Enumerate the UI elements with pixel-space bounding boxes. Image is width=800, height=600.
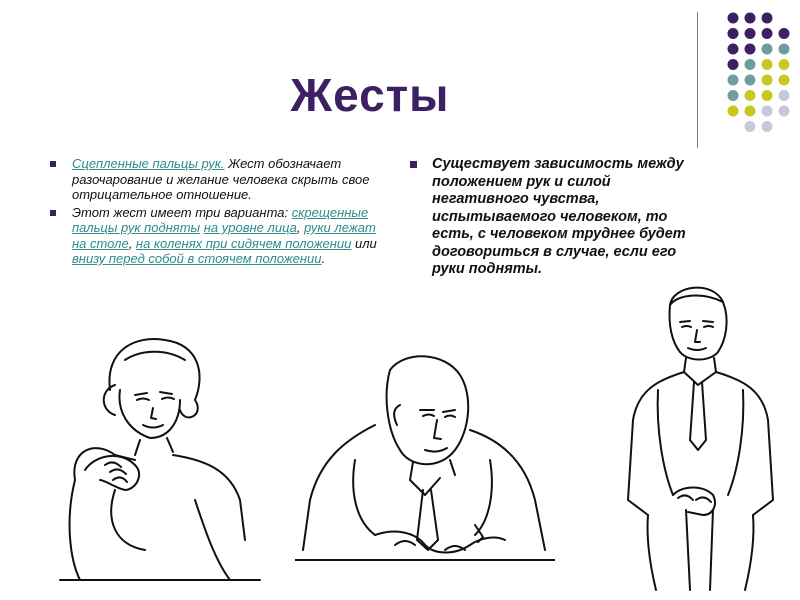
decorative-dot xyxy=(779,106,790,117)
decorative-dot xyxy=(779,44,790,55)
decorative-dot xyxy=(745,28,756,39)
woman-hands-raised-illustration xyxy=(55,330,265,595)
decorative-dot xyxy=(762,90,773,101)
bullet-item-right xyxy=(410,156,700,279)
link-face-level[interactable]: на уровне лица xyxy=(203,220,297,235)
decorative-dot xyxy=(745,13,756,24)
decorative-dot xyxy=(745,90,756,101)
decorative-dot xyxy=(762,59,773,70)
bullet-item-2 xyxy=(50,205,385,267)
bullet-text: . xyxy=(321,251,326,266)
bullet-text: или xyxy=(351,235,377,251)
left-text-column xyxy=(50,156,385,269)
decorative-dot xyxy=(762,13,773,24)
decorative-dot xyxy=(745,44,756,55)
decorative-dot xyxy=(728,28,739,39)
decorative-dot xyxy=(728,13,739,24)
decorative-dot xyxy=(762,106,773,117)
bullet-text: Жест обозначает разочарование и желание человека скрыть свое отрицательное отношение. xyxy=(72,156,370,202)
decorative-dot xyxy=(779,75,790,86)
right-text-column xyxy=(410,156,700,281)
bullet-text: Этот жест имеет три варианта: xyxy=(72,204,292,220)
link-on-knees-sitting[interactable]: на коленях при сидячем положении xyxy=(135,235,352,251)
man-standing-hands-below-illustration xyxy=(618,280,783,595)
slide-title: Жесты xyxy=(290,69,450,121)
man-hands-on-table-illustration xyxy=(295,350,555,590)
square-bullet-icon xyxy=(50,161,56,167)
link-interlocked-fingers[interactable]: Сцепленные пальцы рук. xyxy=(72,156,225,171)
decorative-dot xyxy=(762,44,773,55)
link-fingers-raised[interactable]: скрещенные пальцы рук подняты xyxy=(72,204,369,235)
decorative-dot xyxy=(779,90,790,101)
square-bullet-icon xyxy=(50,210,56,216)
decorative-dot xyxy=(745,121,756,132)
decorative-dot xyxy=(762,28,773,39)
decorative-dot xyxy=(779,59,790,70)
link-below-standing[interactable]: внизу перед собой в стоячем положении xyxy=(72,251,322,266)
decorative-dot xyxy=(779,28,790,39)
decorative-dot xyxy=(745,75,756,86)
decorative-dot xyxy=(728,44,739,55)
decorative-dot xyxy=(745,59,756,70)
bullet-item-1 xyxy=(50,156,385,203)
bullet-text: Существует зависимость между положением рук и силой негативного чувства, испытываемого человеком, то есть, с человеком труднее будет договориться в случае, если его руки подняты. xyxy=(432,156,686,277)
bullet-text: , xyxy=(296,220,305,235)
bullet-text: , xyxy=(128,235,136,251)
decorative-dot xyxy=(762,75,773,86)
link-hands-on-table[interactable]: руки лежат на столе xyxy=(72,220,376,251)
decorative-dot xyxy=(762,121,773,132)
square-bullet-icon xyxy=(410,161,417,168)
decorative-dot xyxy=(745,106,756,117)
